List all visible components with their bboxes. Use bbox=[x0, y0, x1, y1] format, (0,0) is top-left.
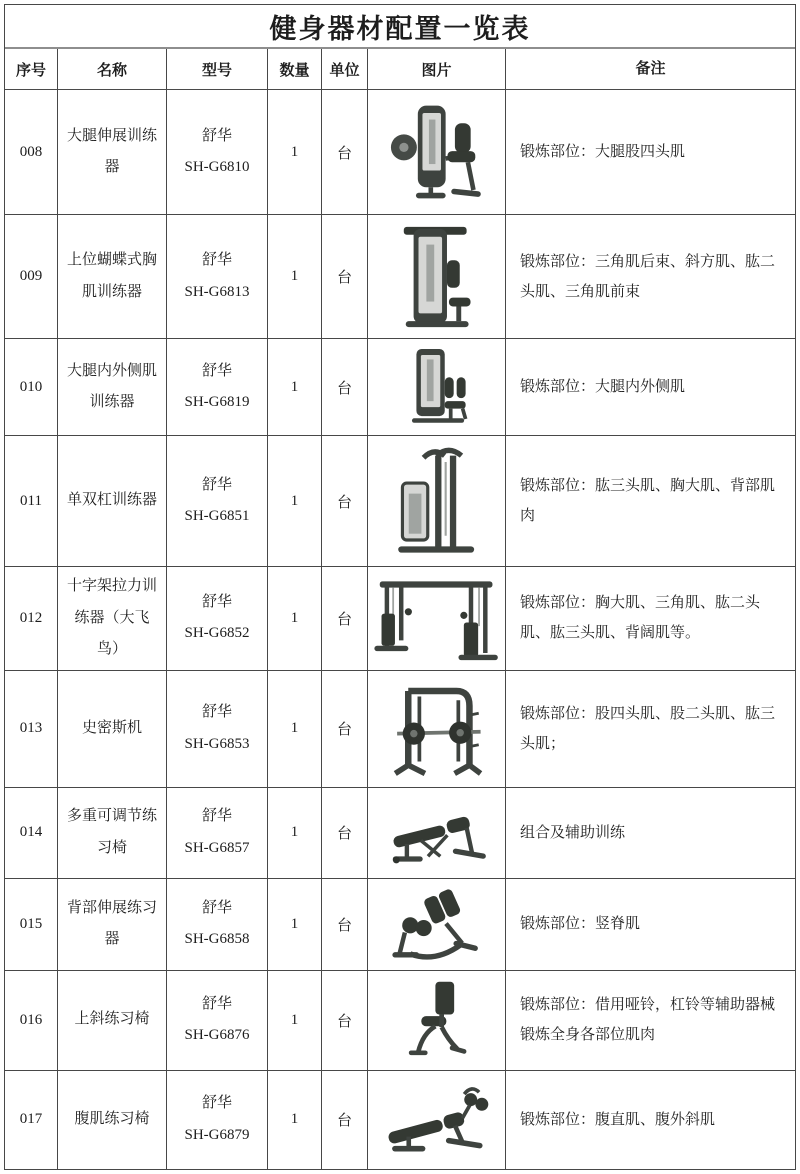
equipment-photo-cell bbox=[368, 90, 506, 215]
serial-number: 013 bbox=[5, 671, 58, 788]
ab-crunch-bench-image bbox=[381, 1083, 492, 1157]
header-row bbox=[5, 49, 795, 90]
column-header-image: 图片 bbox=[368, 49, 506, 90]
table-row-013 bbox=[5, 671, 795, 788]
back-extension-bench-image bbox=[387, 886, 485, 962]
remark: 组合及辅助训练 bbox=[506, 788, 795, 879]
equipment-model bbox=[167, 1071, 268, 1169]
model-code: SH-G6851 bbox=[184, 508, 250, 524]
equipment-photo-cell bbox=[368, 1071, 506, 1169]
model-code: SH-G6853 bbox=[184, 735, 250, 752]
table-row-012 bbox=[5, 567, 795, 671]
remark: 锻炼部位：腹直肌、腹外斜肌 bbox=[520, 1111, 716, 1128]
table-row-014 bbox=[5, 788, 795, 879]
model-code: SH-G6819 bbox=[184, 394, 250, 410]
equipment-photo-cell bbox=[368, 339, 506, 436]
equipment-photo-cell bbox=[368, 788, 506, 879]
model-code: SH-G6810 bbox=[184, 159, 250, 175]
unit: 台 bbox=[322, 567, 368, 671]
unit: 台 bbox=[322, 436, 368, 567]
equipment-model bbox=[167, 215, 268, 339]
unit: 台 bbox=[322, 879, 368, 971]
unit: 台 bbox=[322, 90, 368, 215]
equipment-photo-cell bbox=[368, 436, 506, 567]
equipment-photo-cell bbox=[368, 879, 506, 971]
equipment-model bbox=[167, 90, 268, 215]
quantity: 1 bbox=[268, 567, 322, 671]
utility-stool-image bbox=[401, 977, 471, 1063]
model-code: SH-G6876 bbox=[184, 1027, 250, 1043]
serial-number: 010 bbox=[5, 339, 58, 436]
model-code: SH-G6858 bbox=[184, 931, 250, 947]
equipment-photo-cell bbox=[368, 971, 506, 1071]
remark: 锻炼部位：三角肌后束、斜方肌、肱二头肌、三角肌前束 bbox=[506, 215, 795, 339]
remark: 锻炼部位：股四头肌、股二头肌、肱三头肌； bbox=[506, 671, 795, 788]
serial-number: 016 bbox=[5, 971, 58, 1071]
equipment-model bbox=[167, 436, 268, 567]
table-row-008 bbox=[5, 90, 795, 215]
equipment-name: 上斜练习椅 bbox=[58, 971, 167, 1071]
model-code: SH-G6857 bbox=[184, 839, 250, 856]
remark: 锻炼部位：肱三头肌、胸大肌、背部肌肉 bbox=[506, 436, 795, 567]
equipment-model bbox=[167, 339, 268, 436]
serial-number: 012 bbox=[5, 567, 58, 671]
equipment-name: 史密斯机 bbox=[58, 671, 167, 788]
quantity: 1 bbox=[268, 788, 322, 879]
brand-name: 舒华 bbox=[201, 1095, 232, 1111]
column-header-remark: 备注 bbox=[506, 49, 795, 90]
cable-crossover-image bbox=[369, 576, 503, 661]
equipment-name: 背部伸展练习器 bbox=[58, 879, 167, 971]
model-code: SH-G6813 bbox=[184, 283, 250, 300]
equipment-photo-cell bbox=[368, 671, 506, 788]
brand-name: 舒华 bbox=[201, 127, 232, 144]
column-header-name: 名称 bbox=[58, 49, 167, 90]
quantity: 1 bbox=[268, 339, 322, 436]
brand-name: 舒华 bbox=[201, 476, 232, 493]
quantity: 1 bbox=[268, 90, 322, 215]
brand-name: 舒华 bbox=[201, 593, 232, 610]
quantity: 1 bbox=[268, 671, 322, 788]
brand-name: 舒华 bbox=[201, 808, 232, 824]
column-header-qty: 数量 bbox=[268, 49, 322, 90]
equipment-model bbox=[167, 879, 268, 971]
quantity: 1 bbox=[268, 879, 322, 971]
table-row-009 bbox=[5, 215, 795, 339]
unit: 台 bbox=[322, 671, 368, 788]
equipment-name: 腹肌练习椅 bbox=[58, 1071, 167, 1169]
table-title: 健身器材配置一览表 bbox=[5, 5, 795, 49]
adjustable-bench-image bbox=[384, 800, 490, 866]
equipment-name: 单双杠训练器 bbox=[58, 436, 167, 567]
remark: 锻炼部位：大腿股四头肌 bbox=[506, 90, 795, 215]
equipment-table bbox=[4, 4, 796, 1170]
quantity: 1 bbox=[268, 436, 322, 567]
column-header-no: 序号 bbox=[5, 49, 58, 90]
unit: 台 bbox=[322, 971, 368, 1071]
model-code: SH-G6852 bbox=[184, 625, 250, 642]
remark: 锻炼部位：竖脊肌 bbox=[506, 879, 795, 971]
brand-name: 舒华 bbox=[201, 899, 232, 916]
equipment-photo-cell bbox=[368, 215, 506, 339]
model-code: SH-G6879 bbox=[184, 1126, 250, 1143]
brand-name: 舒华 bbox=[201, 252, 232, 268]
equipment-model bbox=[167, 971, 268, 1071]
unit: 台 bbox=[322, 215, 368, 339]
unit: 台 bbox=[322, 1071, 368, 1169]
table-row-010 bbox=[5, 339, 795, 436]
table-row-016 bbox=[5, 971, 795, 1071]
serial-number: 017 bbox=[5, 1071, 58, 1169]
brand-name: 舒华 bbox=[201, 704, 232, 720]
serial-number: 008 bbox=[5, 90, 58, 215]
unit: 台 bbox=[322, 339, 368, 436]
equipment-name: 大腿内外侧肌训练器 bbox=[58, 339, 167, 436]
remark: 锻炼部位：借用哑铃，杠铃等辅助器械锻炼全身各部位肌肉 bbox=[506, 971, 795, 1071]
leg-extension-machine-image bbox=[390, 101, 483, 203]
equipment-name: 大腿伸展训练器 bbox=[58, 90, 167, 215]
quantity: 1 bbox=[268, 215, 322, 339]
quantity: 1 bbox=[268, 971, 322, 1071]
smith-machine-image bbox=[386, 678, 488, 780]
equipment-name: 十字架拉力训练器（大飞鸟） bbox=[58, 567, 167, 671]
column-header-unit: 单位 bbox=[322, 49, 368, 90]
serial-number: 015 bbox=[5, 879, 58, 971]
column-header-model: 型号 bbox=[167, 49, 268, 90]
brand-name: 舒华 bbox=[201, 995, 232, 1012]
equipment-model bbox=[167, 788, 268, 879]
table-row-011 bbox=[5, 436, 795, 567]
equipment-name: 上位蝴蝶式胸肌训练器 bbox=[58, 215, 167, 339]
serial-number: 009 bbox=[5, 215, 58, 339]
dip-chin-tower-image bbox=[394, 443, 478, 559]
equipment-model bbox=[167, 567, 268, 671]
equipment-name: 多重可调节练习椅 bbox=[58, 788, 167, 879]
table-grid bbox=[5, 49, 795, 1169]
remark: 锻炼部位：胸大肌、三角肌、肱二头肌、肱三头肌、背阔肌等。 bbox=[506, 567, 795, 671]
thigh-abductor-machine-image bbox=[403, 346, 470, 428]
equipment-photo-cell bbox=[368, 567, 506, 671]
serial-number: 011 bbox=[5, 436, 58, 567]
table-row-015 bbox=[5, 879, 795, 971]
remark: 锻炼部位：大腿内外侧肌 bbox=[506, 339, 795, 436]
pec-fly-machine-image bbox=[392, 223, 480, 331]
brand-name: 舒华 bbox=[201, 362, 232, 379]
unit: 台 bbox=[322, 788, 368, 879]
equipment-model bbox=[167, 671, 268, 788]
serial-number: 014 bbox=[5, 788, 58, 879]
quantity: 1 bbox=[268, 1071, 322, 1169]
table-row-017 bbox=[5, 1071, 795, 1169]
